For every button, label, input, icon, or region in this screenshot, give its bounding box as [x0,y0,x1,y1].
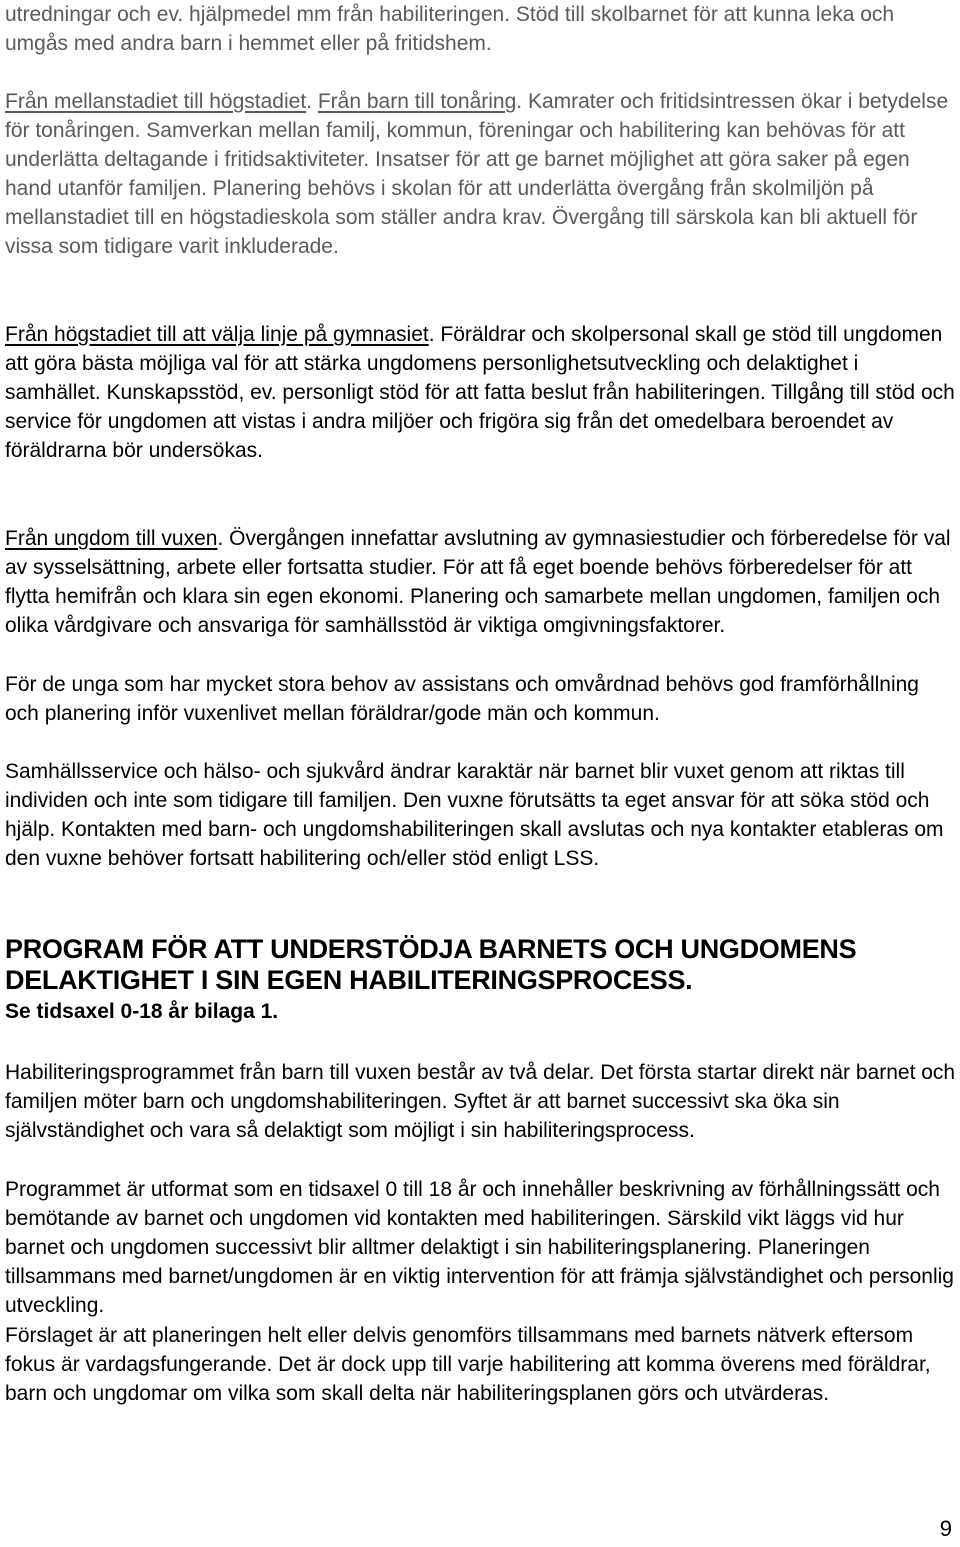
section-heading-child-to-teen: Från barn till tonåring [317,90,517,113]
paragraph-text: utredningar och ev. hjälpmedel mm från habiliteringen. Stöd till skolbarnet för att kunna leka och umgås med andra barn i hemmet eller på fritidshem. [5,3,895,55]
separator: . [306,90,318,113]
paragraph-text: . Föräldrar och skolpersonal skall ge stöd till ungdomen att göra bästa möjliga val för att stärka ungdomens personlighetsutveckling och delaktighet i samhället. Kunskapsstöd, ev. personligt stöd för att fatta beslut från habiliteringen. Tillgång till stöd och service för ungdomen att vistas i andra miljöer och frigöra sig från det omedelbara beroendet av föräldrarna bör undersökas. [5,323,955,462]
paragraph-network-planning [5,1321,957,1408]
paragraph-youth-to-adult [5,524,957,640]
paragraph-adult-services [5,757,957,873]
paragraph-text: Habiliteringsprogrammet från barn till vuxen består av två delar. Det första startar direkt när barnet och familjen möter barn och ungdomshabiliteringen. Syftet är att barnet successivt ska öka sin självständighet och vara så delaktigt som möjligt i sin habiliteringsprocess. [5,1061,956,1142]
paragraph-teen-transition [5,87,957,261]
paragraph-school-support [5,0,957,58]
section-heading-high-school-choice: Från högstadiet till att välja linje på gymnasiet [5,323,429,346]
section-heading-line-1: PROGRAM FÖR ATT UNDERSTÖDJA BARNETS OCH UNGDOMENS [5,934,857,964]
page-number: 9 [939,1516,952,1541]
paragraph-text: . Övergången innefattar avslutning av gymnasiestudier och förberedelse för val av sysselsättning, arbete eller fortsatta studier. För att få eget boende behövs förberedelser för att flytta hemifrån och klara sin egen ekonomi. Planering och samarbete mellan ungdomen, familjen och olika vårdgivare och ansvariga för samhällsstöd är viktiga omgivningsfaktorer. [5,527,951,637]
paragraph-assistance-needs [5,670,957,728]
paragraph-program-intro [5,1058,957,1145]
section-heading-middle-to-high-school: Från mellanstadiet till högstadiet [5,90,307,113]
paragraph-text: Förslaget är att planeringen helt eller delvis genomförs tillsammans med barnets nätverk eftersom fokus är vardagsfungerande. Det är dock upp till varje habilitering att komma överens med föräldrar, barn och ungdomar om vilka som skall delta när habiliteringsplanen görs och utvärderas. [5,1324,931,1405]
section-subheading: Se tidsaxel 0-18 år bilaga 1. [5,1000,279,1023]
paragraph-text: För de unga som har mycket stora behov av assistans och omvårdnad behövs god framförhållning och planering inför vuxenlivet mellan föräldrar/gode män och kommun. [5,673,919,725]
section-heading [5,934,960,996]
paragraph-text: . Kamrater och fritidsintressen ökar i betydelse för tonåringen. Samverkan mellan familj, kommun, föreningar och habilitering kan behövas för att underlätta deltagande i fritidsaktiviteter. Insatser för att ge barnet möjlighet att göra saker på egen hand utanför familjen. Planering behövs i skolan för att underlätta övergång från skolmiljön på mellanstadiet till en högstadieskola som ställer andra krav. Övergång till särskola kan bli aktuell för vissa som tidigare varit inkluderade. [5,90,949,258]
paragraph-text: Programmet är utformat som en tidsaxel 0 till 18 år och innehåller beskrivning av förhållningssätt och bemötande av barnet och ungdomen vid kontakten med habiliteringen. Särskild vikt läggs vid hur barnet och ungdomen successivt blir alltmer delaktigt i sin habiliteringsplanering. Planeringen tillsammans med barnet/ungdomen är en viktig intervention för att främja självständighet och personlig utveckling. [5,1178,954,1317]
paragraph-upper-secondary [5,320,957,465]
section-heading-youth-to-adult: Från ungdom till vuxen [5,527,218,550]
section-heading-line-2: DELAKTIGHET I SIN EGEN HABILITERINGSPROCESS. [5,965,693,995]
paragraph-program-timeline [5,1175,957,1320]
paragraph-text: Samhällsservice och hälso- och sjukvård ändrar karaktär när barnet blir vuxet genom att riktas till individen och inte som tidigare till familjen. Den vuxne förutsätts ta eget ansvar för att söka stöd och hjälp. Kontakten med barn- och ungdomshabiliteringen skall avslutas och nya kontakter etableras om den vuxne behöver fortsatt habilitering och/eller stöd enligt LSS. [5,760,944,870]
